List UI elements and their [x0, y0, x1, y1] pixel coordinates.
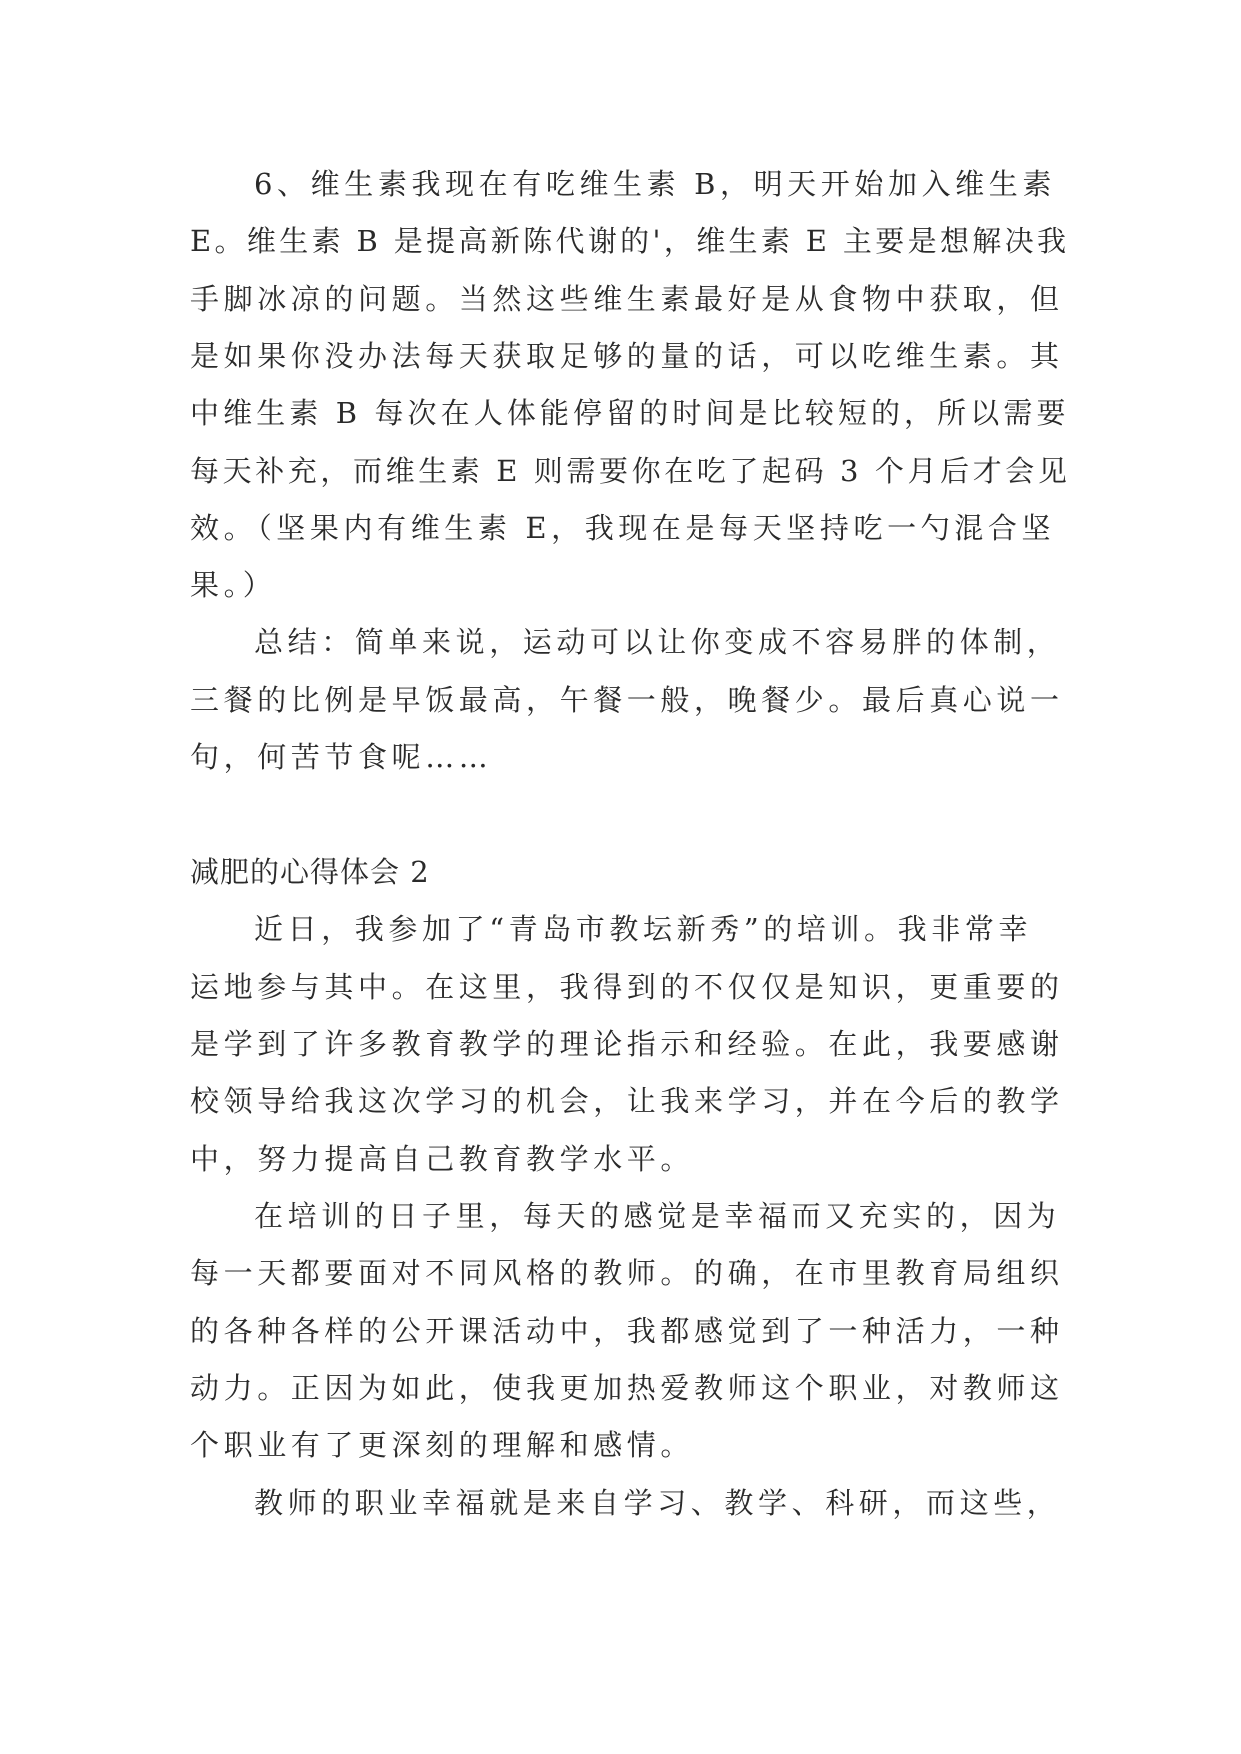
paragraph-line: 手脚冰凉的问题。当然这些维生素最好是从食物中获取，但	[190, 282, 1064, 316]
paragraph-line: 近日，我参加了“青岛市教坛新秀”的培训。我非常幸	[254, 912, 1033, 946]
paragraph-line: 每一天都要面对不同风格的教师。的确，在市里教育局组织	[190, 1256, 1064, 1290]
paragraph-line: 中维生素 B 每次在人体能停留的时间是比较短的，所以需要	[190, 396, 1070, 430]
paragraph-line: 6、维生素我现在有吃维生素 B，明天开始加入维生素	[254, 167, 1056, 201]
paragraph-line: 每天补充，而维生素 E 则需要你在吃了起码 3 个月后才会见	[190, 454, 1071, 488]
paragraph-line: 中，努力提高自己教育教学水平。	[190, 1142, 695, 1176]
paragraph-line: 运地参与其中。在这里，我得到的不仅仅是知识，更重要的	[190, 970, 1064, 1004]
paragraph-line: 效。（坚果内有维生素 E，我现在是每天坚持吃一勺混合坚	[190, 511, 1056, 545]
paragraph-line: 个职业有了更深刻的理解和感情。	[190, 1428, 695, 1462]
section-heading: 减肥的心得体会 2	[190, 855, 430, 889]
paragraph-line: 教师的职业幸福就是来自学习、教学、科研，而这些，	[254, 1486, 1061, 1520]
paragraph-line: 总结：简单来说，运动可以让你变成不容易胖的体制，	[254, 625, 1061, 659]
paragraph-line: 三餐的比例是早饭最高，午餐一般，晚餐少。最后真心说一	[190, 683, 1064, 717]
paragraph-line: 句，何苦节食呢……	[190, 740, 493, 774]
paragraph-line: E。维生素 B 是提高新陈代谢的'，维生素 E 主要是想解决我	[190, 224, 1070, 258]
paragraph-line: 在培训的日子里，每天的感觉是幸福而又充实的，因为	[254, 1199, 1061, 1233]
paragraph-line: 是学到了许多教育教学的理论指示和经验。在此，我要感谢	[190, 1027, 1064, 1061]
paragraph-line: 校领导给我这次学习的机会，让我来学习，并在今后的教学	[190, 1084, 1064, 1118]
paragraph-line: 的各种各样的公开课活动中，我都感觉到了一种活力，一种	[190, 1314, 1064, 1348]
paragraph-line: 果。）	[190, 568, 277, 602]
paragraph-line: 是如果你没办法每天获取足够的量的话，可以吃维生素。其	[190, 339, 1064, 373]
paragraph-line: 动力。正因为如此，使我更加热爱教师这个职业，对教师这	[190, 1371, 1064, 1405]
